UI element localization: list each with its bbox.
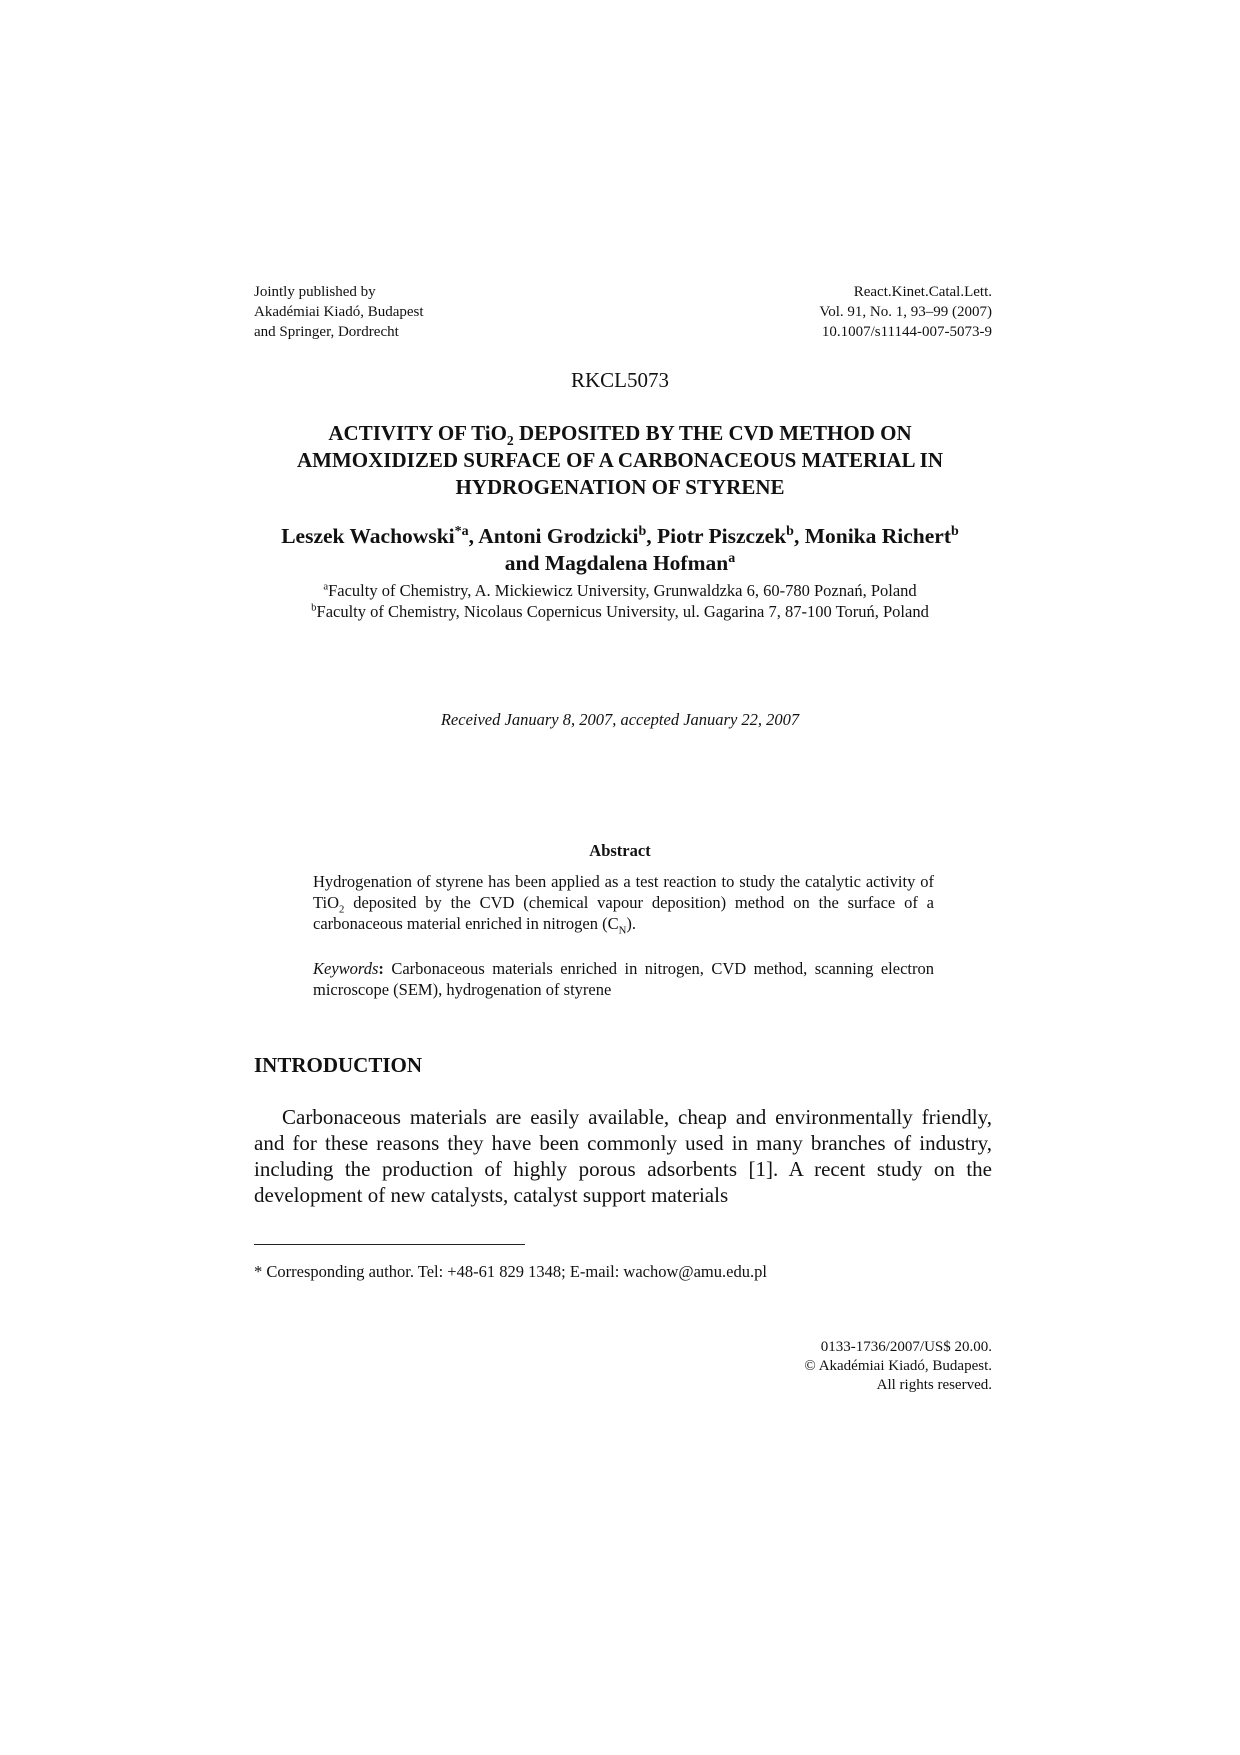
journal-info [819, 282, 992, 342]
article-code: RKCL5073 [570, 368, 669, 392]
copyright-line-3: All rights reserved. [876, 1377, 992, 1393]
author-affiliation-mark: *a [454, 523, 469, 539]
journal-doi: 10.1007/s11144-007-5073-9 [821, 324, 992, 340]
title-text: DEPOSITED BY THE CVD METHOD ON [513, 421, 912, 445]
affiliation-a [200, 580, 1040, 601]
publisher-line-2: Akadémiai Kiadó, Budapest [254, 304, 424, 320]
author-conjunction: and [504, 551, 545, 575]
author-affiliation-mark: a [728, 550, 736, 566]
abstract-part: deposited by the CVD (chemical vapour deposition) method on the surface of a carbonaceous material enriched in nitrogen (C [313, 893, 934, 933]
author-affiliation-mark: b [786, 523, 794, 539]
introduction-paragraph: Carbonaceous materials are easily available, cheap and environmentally friendly, and for these reasons they have been commonly used in many branches of industry, including the production of highly porous adsorbents [1]. A recent study on the development of new catalysts, catalyst support materials [254, 1105, 992, 1207]
copyright-line-1: 0133-1736/2007/US$ 20.00. [820, 1339, 992, 1355]
affiliations [200, 580, 1040, 622]
title-line-1 [240, 420, 1000, 447]
abstract-text [313, 871, 934, 937]
author-list [200, 523, 1040, 577]
author-separator: , [468, 524, 479, 548]
title-text: ACTIVITY OF TiO [328, 421, 507, 445]
received-dates: Received January 8, 2007, accepted January 22, 2007 [440, 710, 800, 729]
author-line-1 [200, 523, 1040, 550]
copyright-line-2: © Akadémiai Kiadó, Budapest. [804, 1358, 992, 1374]
affiliation-mark: a [323, 580, 329, 593]
author-separator: , [646, 524, 657, 548]
abstract-subscript: N [618, 924, 627, 937]
author-separator: , [793, 524, 805, 548]
title-line-3: HYDROGENATION OF STYRENE [455, 475, 785, 499]
author-line-2 [200, 550, 1040, 577]
keywords-text: Carbonaceous materials enriched in nitrogen, CVD method, scanning electron microscope (SEM), hydrogenation of styrene [313, 959, 934, 999]
journal-volume: Vol. 91, No. 1, 93–99 (2007) [819, 304, 992, 320]
author-name: Piotr Piszczek [657, 524, 787, 548]
abstract-heading: Abstract [589, 841, 651, 860]
author-name: Monika Richert [804, 524, 951, 548]
publisher-line-3: and Springer, Dordrecht [254, 324, 399, 340]
keywords-label: Keywords [313, 959, 379, 978]
journal-name: React.Kinet.Catal.Lett. [853, 284, 992, 300]
abstract-part: Hydrogenation of styrene has been applied as a test reaction to study the catalytic activity of TiO [313, 872, 934, 912]
title-line-2: AMMOXIDIZED SURFACE OF A CARBONACEOUS MATERIAL IN [297, 448, 943, 472]
copyright-block [804, 1338, 992, 1395]
author-affiliation-mark: b [638, 523, 647, 539]
paper-title [240, 420, 1000, 501]
abstract-subscript: 2 [339, 903, 345, 916]
publisher-line-1: Jointly published by [254, 284, 376, 300]
abstract-part: ). [626, 914, 636, 933]
introduction-heading: INTRODUCTION [254, 1053, 423, 1077]
affiliation-b [200, 601, 1040, 622]
title-subscript: 2 [506, 433, 514, 449]
corresponding-author-footnote: * Corresponding author. Tel: +48-61 829 1348; E-mail: wachow@amu.edu.pl [254, 1262, 767, 1281]
author-name: Antoni Grodzicki [478, 524, 639, 548]
author-name: Leszek Wachowski [281, 524, 455, 548]
keywords [313, 958, 934, 1000]
affiliation-mark: b [311, 601, 317, 614]
footnote-divider [254, 1244, 525, 1245]
author-name: Magdalena Hofman [544, 551, 729, 575]
affiliation-text: Faculty of Chemistry, A. Mickiewicz University, Grunwaldzka 6, 60-780 Poznań, Poland [328, 581, 917, 600]
keywords-colon: : [378, 959, 384, 978]
affiliation-text: Faculty of Chemistry, Nicolaus Copernicus University, ul. Gagarina 7, 87-100 Toruń, Poland [316, 602, 929, 621]
author-affiliation-mark: b [951, 523, 959, 539]
publisher-info [254, 282, 424, 342]
